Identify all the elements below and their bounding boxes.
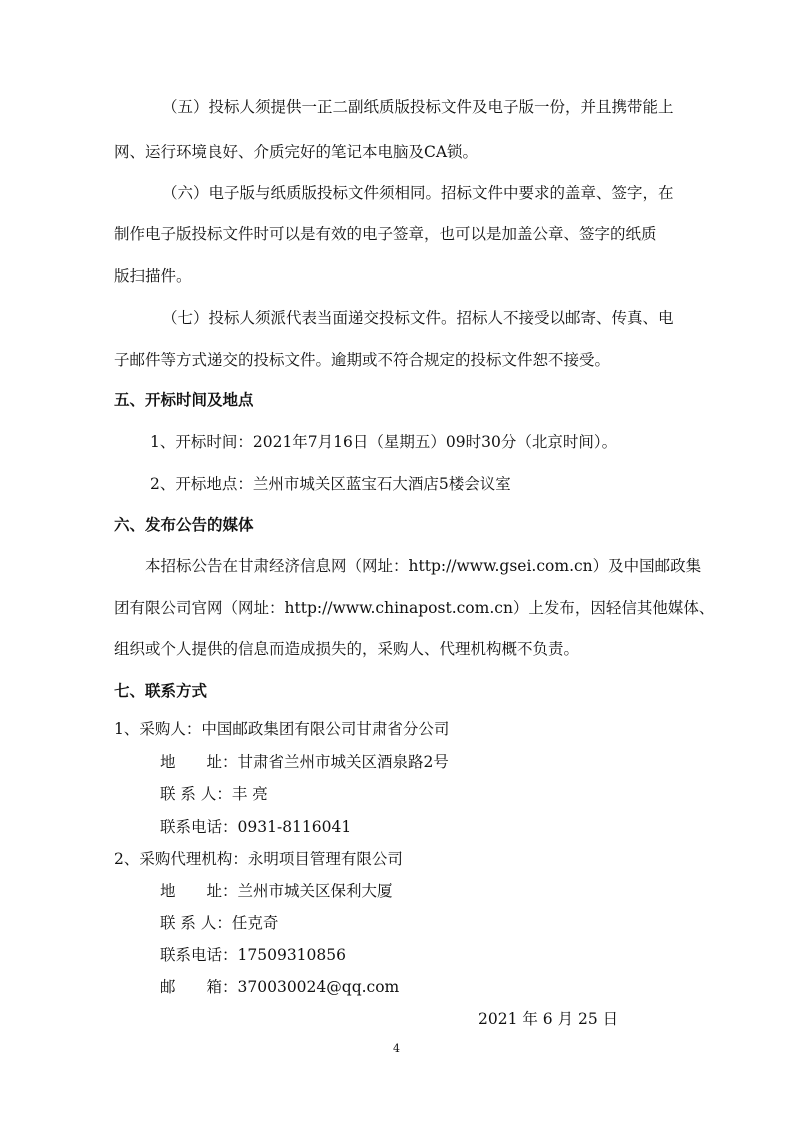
item-6-line-3: 版扫描件。	[114, 267, 192, 285]
item-5-line-2: 网、运行环境良好、介质完好的笔记本电脑及CA锁。	[114, 143, 479, 161]
item-7-line-1: （七）投标人须派代表当面递交投标文件。招标人不接受以邮寄、传真、电	[162, 309, 674, 327]
item-5-line-1: （五）投标人须提供一正二副纸质版投标文件及电子版一份，并且携带能上	[162, 98, 674, 116]
agent-address-label: 地 址：	[160, 882, 238, 900]
item-7-line-2: 子邮件等方式递交的投标文件。逾期或不符合规定的投标文件恕不接受。	[114, 351, 611, 369]
media-line-1: 本招标公告在甘肃经济信息网（网址：http://www.gsei.com.cn）及中国邮政集	[145, 557, 702, 575]
agent-phone-label: 联系电话：	[160, 946, 238, 964]
media-line-3: 组织或个人提供的信息而造成损失的，采购人、代理机构概不负责。	[114, 640, 580, 658]
document-date: 2021 年 6 月 25 日	[478, 1010, 619, 1028]
section-5-heading: 五、开标时间及地点	[114, 391, 254, 409]
page-number: 4	[393, 1042, 400, 1055]
section-7-heading: 七、联系方式	[114, 682, 208, 700]
agent-contact-row	[160, 913, 278, 933]
agent-phone-row	[160, 945, 346, 965]
agent-email: 370030024@qq.com	[237, 978, 400, 996]
agent-address-row	[160, 881, 393, 901]
buyer-phone: 0931-8116041	[237, 818, 352, 836]
buyer-title: 1、采购人：中国邮政集团有限公司甘肃省分公司	[114, 720, 450, 738]
buyer-address-label: 地 址：	[160, 753, 238, 771]
buyer-address-row	[160, 752, 449, 772]
buyer-phone-label: 联系电话：	[160, 818, 238, 836]
buyer-address: 甘肃省兰州市城关区酒泉路2号	[237, 753, 449, 771]
agent-title: 2、采购代理机构：永明项目管理有限公司	[114, 850, 403, 868]
opening-place: 2、开标地点：兰州市城关区蓝宝石大酒店5楼会议室	[150, 475, 511, 493]
buyer-contact-label: 联 系 人：	[160, 785, 232, 803]
item-6-line-2: 制作电子版投标文件时可以是有效的电子签章，也可以是加盖公章、签字的纸质	[114, 225, 657, 243]
agent-contact: 任克奇	[231, 914, 279, 932]
agent-address: 兰州市城关区保利大厦	[237, 882, 393, 900]
agent-contact-label: 联 系 人：	[160, 914, 232, 932]
buyer-phone-row	[160, 817, 351, 837]
agent-phone: 17509310856	[237, 946, 346, 964]
agent-email-label: 邮 箱：	[160, 978, 238, 996]
agent-email-row	[160, 977, 399, 997]
opening-time: 1、开标时间：2021年7月16日（星期五）09时30分（北京时间）。	[150, 433, 618, 451]
buyer-contact: 丰 亮	[231, 785, 268, 803]
media-line-2: 团有限公司官网（网址：http://www.chinapost.com.cn）上发布，因轻信其他媒体、	[114, 599, 715, 617]
buyer-contact-row	[160, 784, 268, 804]
section-6-heading: 六、发布公告的媒体	[114, 516, 254, 534]
item-6-line-1: （六）电子版与纸质版投标文件须相同。招标文件中要求的盖章、签字，在	[162, 184, 674, 202]
